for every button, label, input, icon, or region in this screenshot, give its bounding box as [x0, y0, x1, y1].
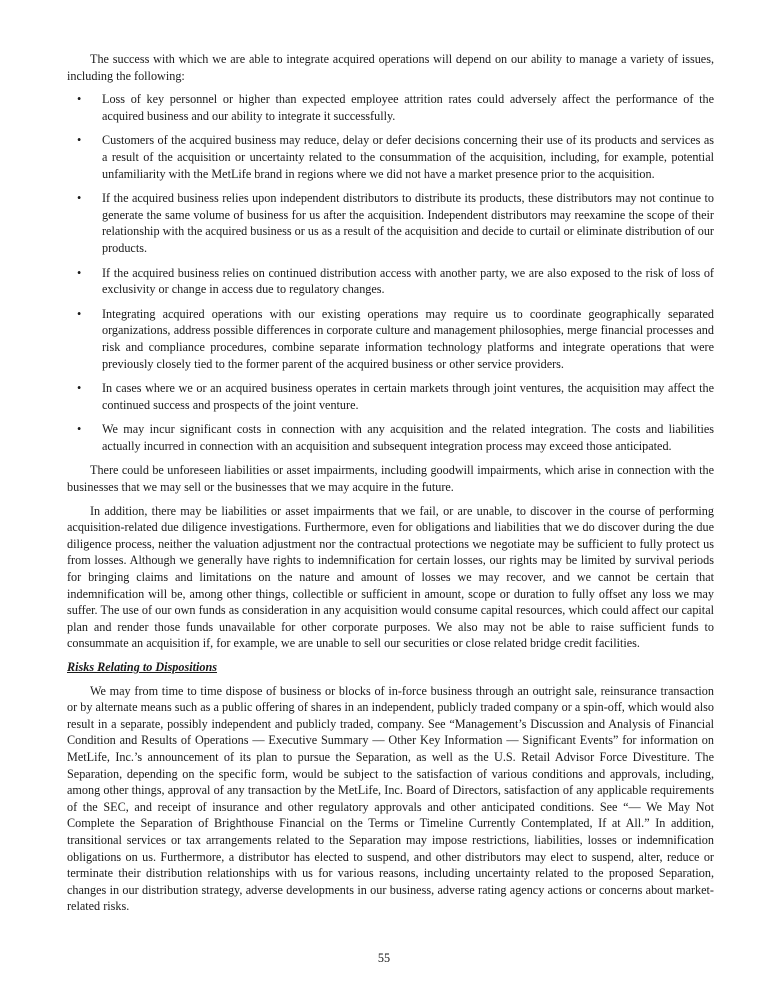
bullet-icon: •	[77, 422, 82, 437]
list-item	[67, 132, 714, 182]
bullet-icon: •	[77, 133, 82, 148]
list-item	[67, 380, 714, 413]
due-diligence-paragraph: In addition, there may be liabilities or asset impairments that we fail, or are unable, to discover in the course of performing acquisition-related due diligence investigations. Furthermore, even for obligations and liabilities that we do discover during the due diligence process, neither the valuation adjustment nor the contractual protections we negotiate may be sufficient to fully protect us from losses. Although we generally have rights to indemnification for certain losses, our rights may be limited by survival periods for bringing claims and limitations on the nature and amount of losses we may recover, and we cannot be certain that indemnification will be, among other things, collectible or sufficient in amount, scope or duration to fully offset any loss we may suffer. The use of our own funds as consideration in any acquisition would consume capital resources, which could affect our capital plan and render those funds unavailable for other corporate purposes. We also may not be able to raise sufficient funds to consummate an acquisition if, for example, we are unable to sell our securities or close related bridge credit facilities.	[67, 503, 714, 651]
bullet-icon: •	[77, 191, 82, 206]
page-number: 55	[377, 951, 391, 965]
bullet-icon: •	[77, 381, 82, 396]
list-item	[67, 190, 714, 256]
list-item	[67, 91, 714, 124]
list-item	[67, 265, 714, 298]
list-item-text: Loss of key personnel or higher than expected employee attrition rates could adversely affect the performance of the acquired business and our ability to integrate it successfully.	[102, 92, 714, 123]
list-item-text: In cases where we or an acquired business operates in certain markets through joint ventures, the acquisition may affect the continued success and prospects of the joint venture.	[102, 381, 714, 412]
list-item-text: Customers of the acquired business may reduce, delay or defer decisions concerning their use of its products and services as a result of the acquisition or uncertainty related to the consummation of the acquisition, including, for example, potential unfamiliarity with the MetLife brand in regions where we did not have a market presence prior to the acquisition.	[102, 133, 714, 181]
intro-paragraph: The success with which we are able to integrate acquired operations will depend on our ability to manage a variety of issues, including the following:	[67, 52, 714, 83]
list-item-text: If the acquired business relies on continued distribution access with another party, we are also exposed to the risk of loss of exclusivity or change in access due to regulatory changes.	[102, 265, 714, 297]
list-item-text: We may incur significant costs in connection with any acquisition and the related integration. The costs and liabilities actually incurred in connection with an acquisition and subsequent integration process may exceed those anticipated.	[102, 422, 714, 453]
dispositions-paragraph: We may from time to time dispose of business or blocks of in-force business through an outright sale, reinsurance transaction or by alternate means such as a public offering of shares in an independent, publicly traded company or a spin-off, which would also result in a separate, possibly independent and publicly traded, company. See “Management’s Discussion and Analysis of Financial Condition and Results of Operations — Executive Summary — Other Key Information — Significant Events” for information on MetLife, Inc.’s announcement of its plan to pursue the Separation, as well as the U.S. Retail Advisor Force Divestiture. The Separation, depending on the specific form, would be subject to the satisfaction of various conditions and approvals, including, among other things, approval of any transaction by the MetLife, Inc. Board of Directors, satisfaction of any applicable requirements of the SEC, and receipt of insurance and other regulatory approvals and other anticipated conditions. See “— We May Not Complete the Separation of Brighthouse Financial on the Terms or Timeline Currently Contemplated, If at All.” In addition, transitional services or tax arrangements related to the Separation may impose restrictions, liabilities, losses or indemnification obligations on us. Furthermore, a distributor has elected to suspend, and other distributors may elect to suspend, alter, reduce or terminate their distribution relationships with us for various reasons, including uncertainty related to the proposed Separation, changes in our distribution strategy, adverse developments in our business, adverse rating agency actions or concerns about market-related risks.	[67, 683, 714, 914]
bullet-icon: •	[77, 265, 82, 280]
bullet-icon: •	[77, 92, 82, 107]
list-item	[67, 306, 714, 372]
bullet-icon: •	[77, 306, 82, 321]
document-page	[67, 51, 714, 922]
section-heading: Risks Relating to Dispositions	[67, 660, 218, 674]
liabilities-paragraph: There could be unforeseen liabilities or asset impairments, including goodwill impairments, which arise in connection with the businesses that we may sell or the businesses that we may acquire in the future.	[67, 463, 714, 495]
list-item-text: If the acquired business relies upon independent distributors to distribute its products, these distributors may not continue to generate the same volume of business for us after the acquisition. Independent distributors may reexamine the scope of their relationship with the acquired business or us as a result of the acquisition and decide to curtail or eliminate distribution of our products.	[102, 191, 714, 255]
list-item	[67, 421, 714, 454]
list-item-text: Integrating acquired operations with our existing operations may require us to coordinate geographically separated organizations, address possible differences in corporate culture and management philosophies, merge financial processes and risk and compliance procedures, combine separate information technology platforms and integrate operations that were previously closely tied to the former parent of the acquired business or other service providers.	[102, 306, 714, 371]
integration-issues-list	[67, 91, 714, 454]
